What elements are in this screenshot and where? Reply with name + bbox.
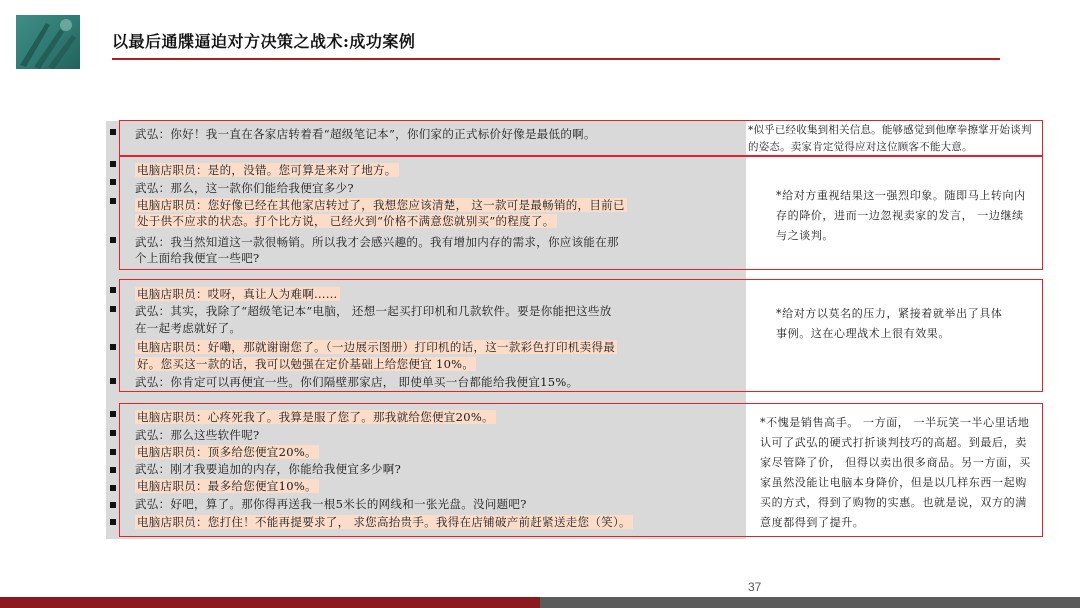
logo [16, 15, 80, 69]
dialogue-line: 电脑店职员：好嘞，那就谢谢您了。（一边展示图册）打印机的话，这一款彩色打印机卖得最 [137, 340, 616, 354]
bullet [110, 485, 116, 491]
dialogue-line: 电脑店职员：顶多给您便宜20%。 [137, 445, 317, 459]
bullet [110, 344, 116, 350]
title-divider [112, 58, 1000, 60]
dialogue-line: 电脑店职员：您好像已经在其他家店转过了，我想您应该清楚， 这一款可是最畅销的，目前已 [137, 198, 625, 212]
bullet [110, 449, 116, 455]
dialogue-line: 个上面给我便宜一些吧? [135, 251, 260, 265]
dialogue-line: 武弘：你肯定可以再便宜一些。你们隔壁那家店， 即使单买一台都能给我便宜15%。 [135, 375, 579, 389]
dialogue-line: 电脑店职员：哎呀，真让人为难啊…… [137, 287, 338, 301]
dialogue-line: 在一起考虑就好了。 [135, 321, 242, 335]
bullet [110, 179, 116, 185]
dialogue-line: 好。您买这一款的话，我可以勉强在定价基础上给您便宜 10%。 [137, 357, 475, 371]
bullet [110, 411, 116, 417]
dialogue-line: 处于供不应求的状态。打个比方说， 已经火到“价格不满意您就别买”的程度了。 [137, 214, 555, 228]
bullet [110, 161, 116, 167]
bullet [110, 287, 116, 293]
bullet [110, 378, 116, 384]
bullet [110, 430, 116, 436]
footer-bar-grey [540, 597, 1080, 608]
bullet [110, 502, 116, 508]
dialogue-line: 武弘：那么，这一款你们能给我便宜多少? [135, 181, 354, 195]
bullet [110, 519, 116, 525]
dialogue-line: 武弘：刚才我要追加的内存，你能给我便宜多少啊? [135, 462, 402, 476]
dialogue-line: 武弘：其实，我除了“超级笔记本”电脑， 还想一起买打印机和几款软件。要是你能把这些放 [135, 304, 612, 318]
page-number: 37 [748, 580, 762, 594]
commentary-note: *给对方以莫名的压力，紧接着就举出了具体事例。这在心理战术上很有效果。 [776, 307, 1003, 340]
dialogue-line: 电脑店职员：最多给您便宜10%。 [137, 479, 317, 493]
commentary-note: *不愧是销售高手。 一方面， 一半玩笑一半心里话地认可了武弘的硬式打折谈判技巧的高超。到最后，卖家尽管降了价， 但得以卖出很多商品。另一方面，买家虽然没能让电脑本身降价，但是以几样东西一起购买的方式，得到了购物的实惠。也就是说，双方的满意度都得到了提升。 [760, 416, 1031, 529]
dialogue-line: 电脑店职员：心疼死我了。我算是服了您了。那我就给您便宜20%。 [137, 410, 494, 424]
dialogue-line: 武弘：你好！我一直在各家店转着看“超级笔记本”，你们家的正式标价好像是最低的啊。 [135, 127, 596, 141]
bullet [110, 129, 116, 135]
bullet [110, 467, 116, 473]
bullet [110, 198, 116, 204]
page-title: 以最后通牒逼迫对方决策之战术:成功案例 [112, 32, 416, 51]
dialogue-line: 武弘：好吧，算了。那你得再送我一根5米长的网线和一张光盘。没问题吧? [135, 497, 527, 511]
commentary-note: *似乎已经收集到相关信息。能够感觉到他摩拳擦掌开始谈判的姿态。卖家肯定觉得应对这位顾客不能大意。 [748, 124, 1032, 153]
footer-bar-red [0, 597, 540, 608]
dialogue-line: 电脑店职员：您打住！不能再提要求了， 求您高抬贵手。我得在店铺破产前赶紧送走您（笑）。 [137, 515, 631, 529]
commentary-note: *给对方重视结果这一强烈印象。随即马上转向内存的降价，进而一边忽视卖家的发言， 一边继续与之谈判。 [776, 189, 1026, 242]
bullet [110, 306, 116, 312]
dialogue-line: 武弘：那么这些软件呢? [135, 428, 260, 442]
dialogue-line: 武弘：我当然知道这一款很畅销。所以我才会感兴趣的。我有增加内存的需求，你应该能在那 [135, 235, 619, 249]
bullet [110, 237, 116, 243]
dialogue-line: 电脑店职员：是的，没错。您可算是来对了地方。 [137, 163, 397, 177]
